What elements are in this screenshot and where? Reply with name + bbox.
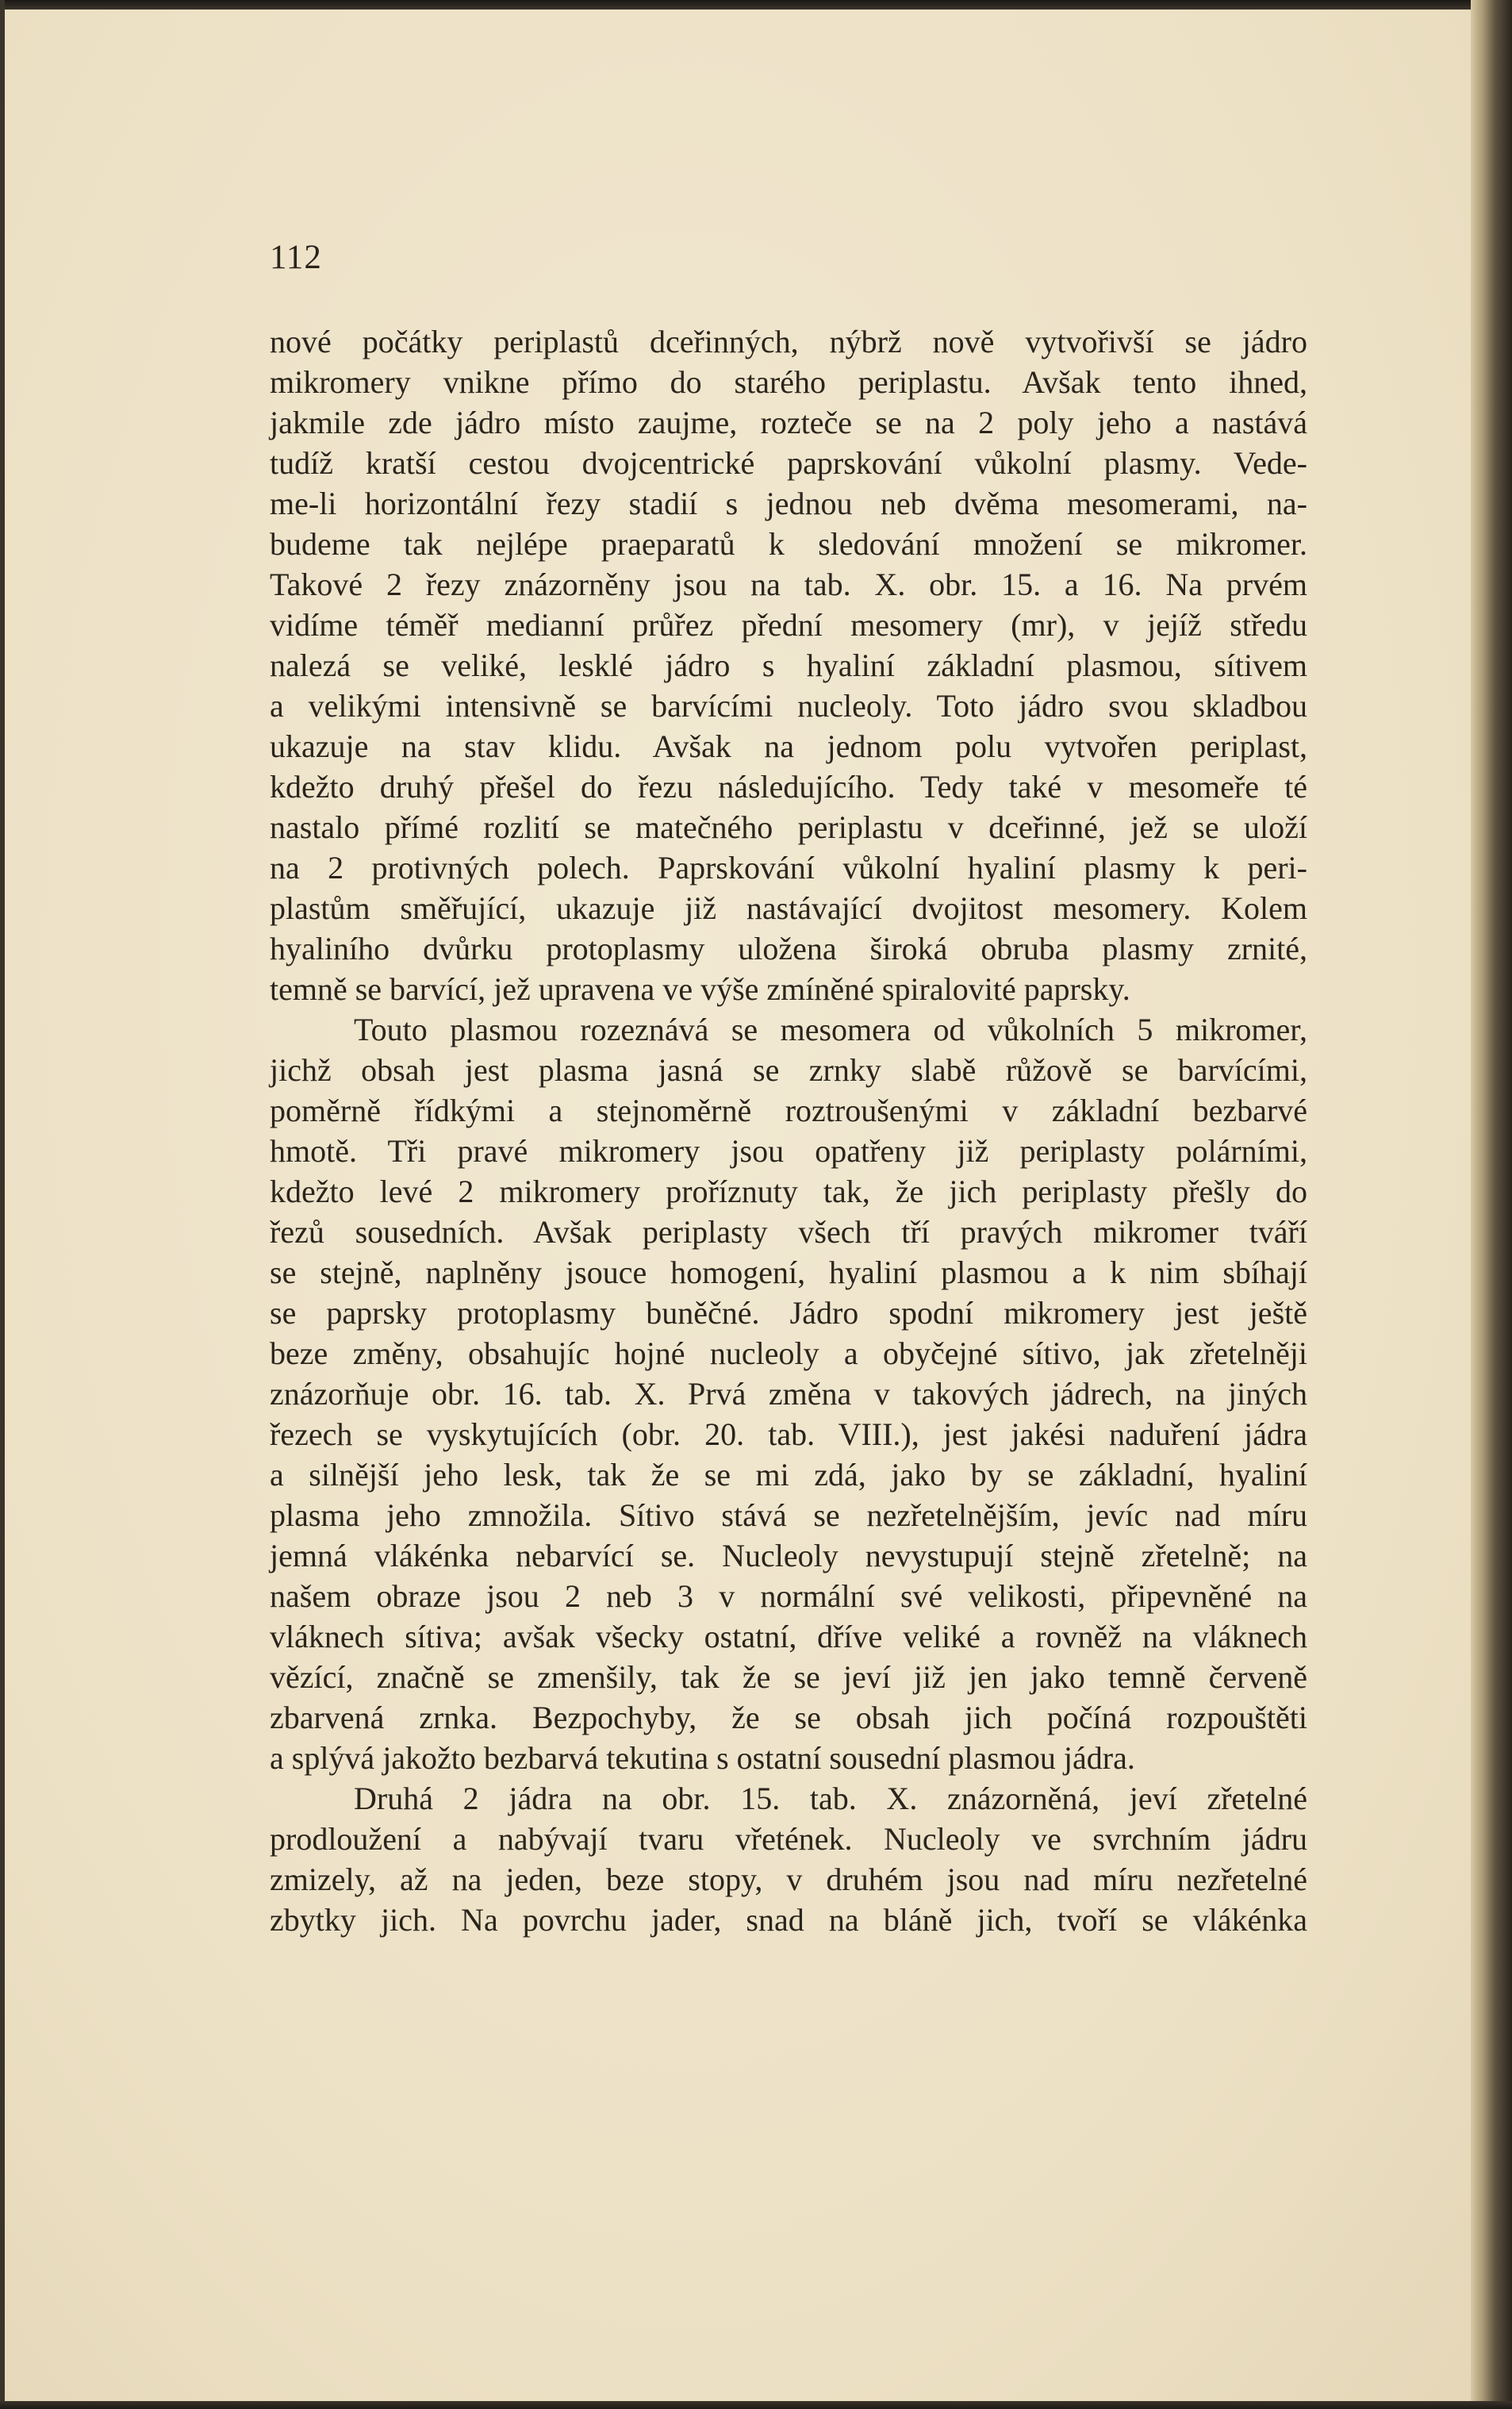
text-line: hyaliního dvůrku protoplasmy uložena široká obruba plasmy zrnité, xyxy=(270,931,1307,966)
text-line: poměrně řídkými a stejnoměrně roztroušenými v základní bezbarvé xyxy=(270,1093,1307,1128)
text-line: hmotě. Tři pravé mikromery jsou opatřeny již periplasty polárními, xyxy=(270,1133,1307,1169)
text-line: ukazuje na stav klidu. Avšak na jednom polu vytvořen periplast, xyxy=(270,728,1307,764)
text-line: řezech se vyskytujících (obr. 20. tab. VIII.), jest jakési naduření jádra xyxy=(270,1416,1307,1452)
text-line: vězící, značně se zmenšily, tak že se jeví již jen jako temně červeně xyxy=(270,1659,1307,1695)
text-line: se stejně, naplněny jsouce homogení, hyaliní plasmou a k nim sbíhají xyxy=(270,1254,1307,1290)
text-line: Druhá 2 jádra na obr. 15. tab. X. znázorněná, jeví zřetelné xyxy=(354,1781,1307,1816)
text-line: zbarvená zrnka. Bezpochyby, že se obsah jich počíná rozpouštěti xyxy=(270,1700,1307,1735)
text-line: jemná vlákénka nebarvící se. Nucleoly nevystupují stejně zřetelně; na xyxy=(270,1538,1307,1573)
text-line: jichž obsah jest plasma jasná se zrnky slabě růžově se barvícími, xyxy=(270,1052,1307,1088)
text-line: a splývá jakožto bezbarvá tekutina s ostatní sousední plasmou jádra. xyxy=(270,1740,1135,1776)
text-line: plasma jeho zmnožila. Sítivo stává se nezřetelnějším, jevíc nad míru xyxy=(270,1497,1307,1533)
text-line: nastalo přímé rozlití se matečného periplastu v dceřinné, jež se uloží xyxy=(270,809,1307,845)
text-line: a velikými intensivně se barvícími nucleoly. Toto jádro svou skladbou xyxy=(270,688,1307,724)
body-text xyxy=(270,321,1307,1940)
scan-top-edge xyxy=(0,0,1512,10)
text-line: a silnější jeho lesk, tak že se mi zdá, jako by se základní, hyaliní xyxy=(270,1457,1307,1493)
text-line: na 2 protivných polech. Paprskování vůkolní hyaliní plasmy k peri- xyxy=(270,850,1307,886)
text-line: Takové 2 řezy znázorněny jsou na tab. X. obr. 15. a 16. Na prvém xyxy=(270,567,1307,602)
text-line: Touto plasmou rozeznává se mesomera od vůkolních 5 mikromer, xyxy=(354,1012,1307,1047)
text-line: vláknech sítiva; avšak všecky ostatní, dříve veliké a rovněž na vláknech xyxy=(270,1619,1307,1654)
text-line: beze změny, obsahujíc hojné nucleoly a obyčejné sítivo, jak zřetelněji xyxy=(270,1335,1307,1371)
text-line: našem obraze jsou 2 neb 3 v normální své velikosti, připevněné na xyxy=(270,1578,1307,1614)
text-line: znázorňuje obr. 16. tab. X. Prvá změna v takových jádrech, na jiných xyxy=(270,1376,1307,1412)
text-line: se paprsky protoplasmy buněčné. Jádro spodní mikromery jest ještě xyxy=(270,1295,1307,1331)
text-line: zbytky jich. Na povrchu jader, snad na bláně jich, tvoří se vlákénka xyxy=(270,1902,1307,1938)
text-line: nové počátky periplastů dceřinných, nýbrž nově vytvořivší se jádro xyxy=(270,324,1307,359)
text-line: řezů sousedních. Avšak periplasty všech tří pravých mikromer tváří xyxy=(270,1214,1307,1250)
page-number: 112 xyxy=(270,239,322,276)
text-line: temně se barvící, jež upravena ve výše zmíněné spiralovité paprsky. xyxy=(270,971,1130,1007)
scan-left-edge xyxy=(0,0,5,2409)
text-line: vidíme téměř medianní průřez přední mesomery (mr), v jejíž středu xyxy=(270,607,1307,643)
text-line: budeme tak nejlépe praeparatů k sledování množení se mikromer. xyxy=(270,526,1307,562)
text-line: tudíž kratší cestou dvojcentrické paprskování vůkolní plasmy. Vede- xyxy=(270,445,1307,481)
scan-bottom-edge xyxy=(0,2401,1512,2409)
text-line: me-li horizontální řezy stadií s jednou neb dvěma mesomerami, na- xyxy=(270,486,1307,521)
text-line: kdežto levé 2 mikromery proříznuty tak, že jich periplasty přešly do xyxy=(270,1174,1307,1209)
text-line: kdežto druhý přešel do řezu následujícího. Tedy také v mesomeře té xyxy=(270,769,1307,805)
text-line: jakmile zde jádro místo zaujme, roztečе se na 2 poly jeho a nastává xyxy=(270,405,1307,440)
text-line: prodloužení a nabývají tvaru vřetének. Nucleoly ve svrchním jádru xyxy=(270,1821,1307,1857)
text-line: zmizely, až na jeden, beze stopy, v druhém jsou nad míru nezřetelné xyxy=(270,1862,1307,1897)
text-line: nalezá se veliké, lesklé jádro s hyaliní základní plasmou, sítivem xyxy=(270,647,1307,683)
book-spine-edge xyxy=(1471,0,1512,2409)
text-line: plastům směřující, ukazuje již nastávající dvojitost mesomery. Kolem xyxy=(270,890,1307,926)
text-line: mikromery vnikne přímo do starého periplastu. Avšak tento ihned, xyxy=(270,364,1307,400)
